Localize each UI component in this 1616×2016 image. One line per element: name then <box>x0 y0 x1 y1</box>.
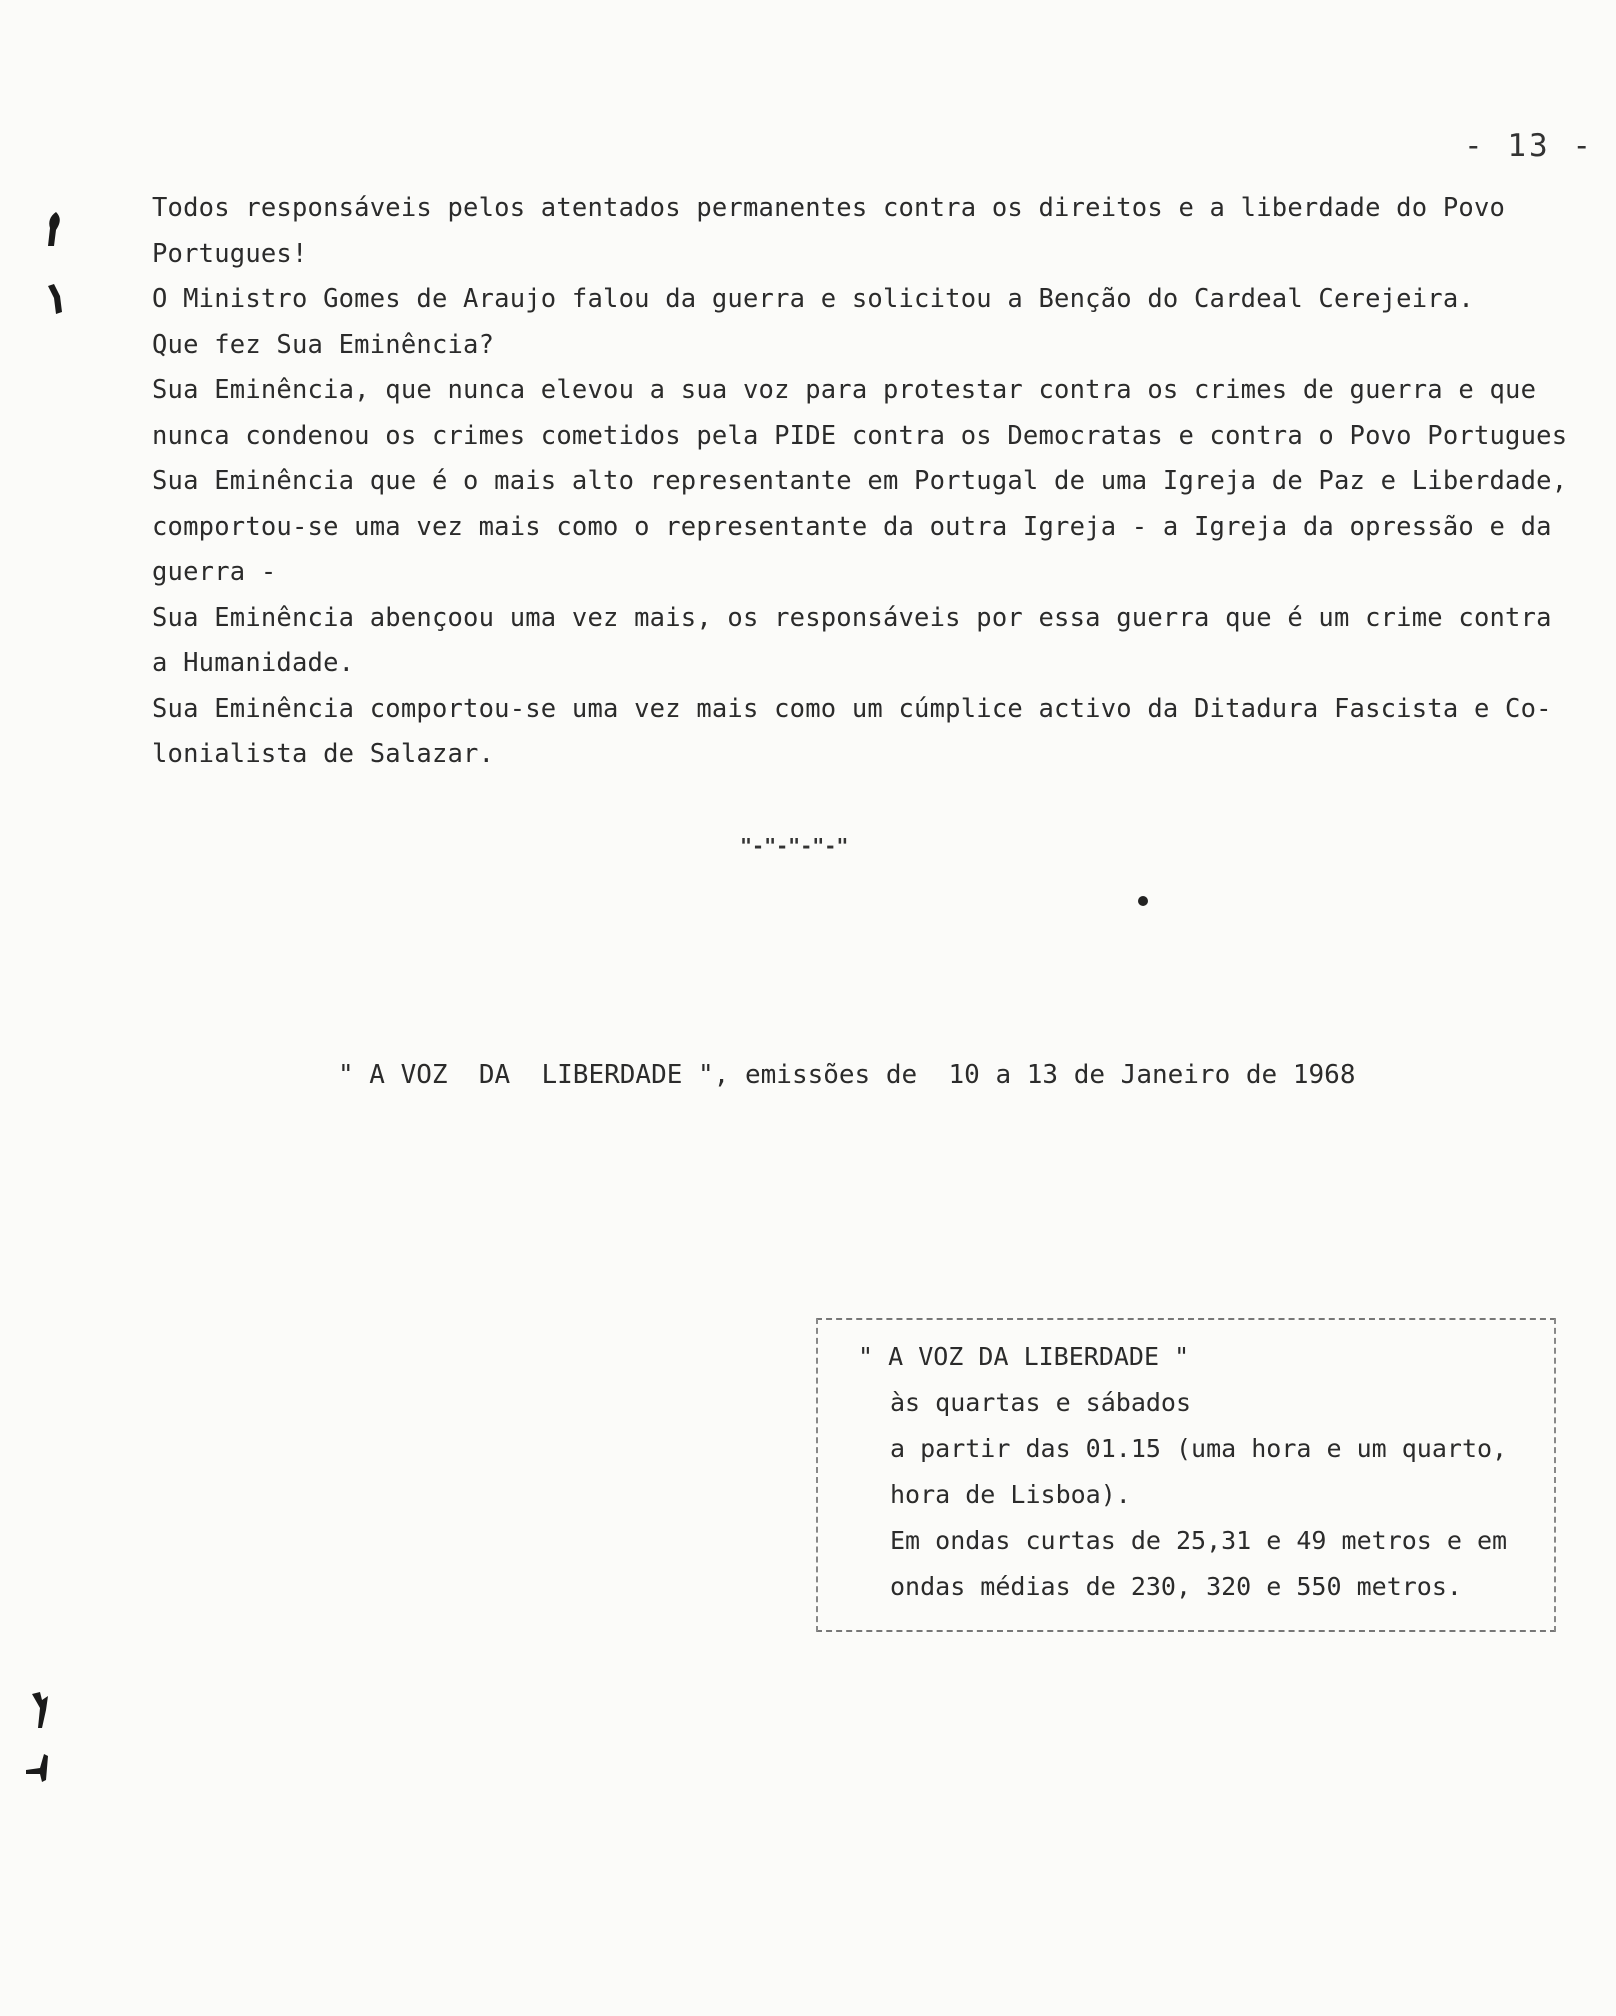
body-line: Sua Eminência, que nunca elevou a sua voz para protestar contra os crimes de guerra e que <box>152 375 1537 405</box>
page-number: - 13 - <box>1464 128 1594 164</box>
broadcast-line: " A VOZ DA LIBERDADE ", emissões de 10 a 13 de Janeiro de 1968 <box>338 1060 1356 1090</box>
body-line: a Humanidade. <box>152 648 355 678</box>
punch-hole-mark <box>44 282 66 316</box>
body-line: Sua Eminência comportou-se uma vez mais como um cúmplice activo da Ditadura Fascista e Co- <box>152 693 1552 724</box>
schedule-box-line: ondas médias de 230, 320 e 550 metros. <box>890 1572 1462 1601</box>
body-line: Sua Eminência que é o mais alto representante em Portugal de uma Igreja de Paz e Liberdade, <box>152 466 1568 496</box>
ink-dot <box>1138 896 1148 906</box>
punch-hole-mark <box>24 1750 54 1786</box>
schedule-box-title: " A VOZ DA LIBERDADE " <box>858 1342 1190 1371</box>
schedule-box <box>816 1318 1556 1632</box>
body-text <box>152 186 1592 778</box>
punch-hole-mark <box>42 210 66 250</box>
body-line: O Ministro Gomes de Araujo falou da guerra e solicitou a Benção do Cardeal Cerejeira. <box>152 284 1474 314</box>
punch-hole-mark <box>28 1690 54 1730</box>
body-line: comportou-se uma vez mais como o representante da outra Igreja - a Igreja da opressão e da <box>152 511 1552 542</box>
schedule-box-line: a partir das 01.15 (uma hora e um quarto, <box>890 1434 1508 1463</box>
body-line: Todos responsáveis pelos atentados permanentes contra os direitos e a liberdade do Povo <box>152 193 1506 223</box>
schedule-box-line: às quartas e sábados <box>890 1388 1192 1417</box>
body-line: Sua Eminência abençoou uma vez mais, os responsáveis por essa guerra que é um crime contra <box>152 602 1552 633</box>
schedule-box-line: hora de Lisboa). <box>890 1480 1131 1509</box>
body-line: lonialista de Salazar. <box>152 739 495 769</box>
schedule-box-line: Em ondas curtas de 25,31 e 49 metros e em <box>890 1526 1508 1555</box>
body-line: Portugues! <box>152 238 308 269</box>
body-line: Que fez Sua Eminência? <box>152 329 495 360</box>
section-separator: "-"-"-"-" <box>740 834 849 858</box>
body-line: guerra - <box>152 557 277 587</box>
body-line: nunca condenou os crimes cometidos pela PIDE contra os Democratas e contra o Povo Portugues <box>152 420 1568 451</box>
